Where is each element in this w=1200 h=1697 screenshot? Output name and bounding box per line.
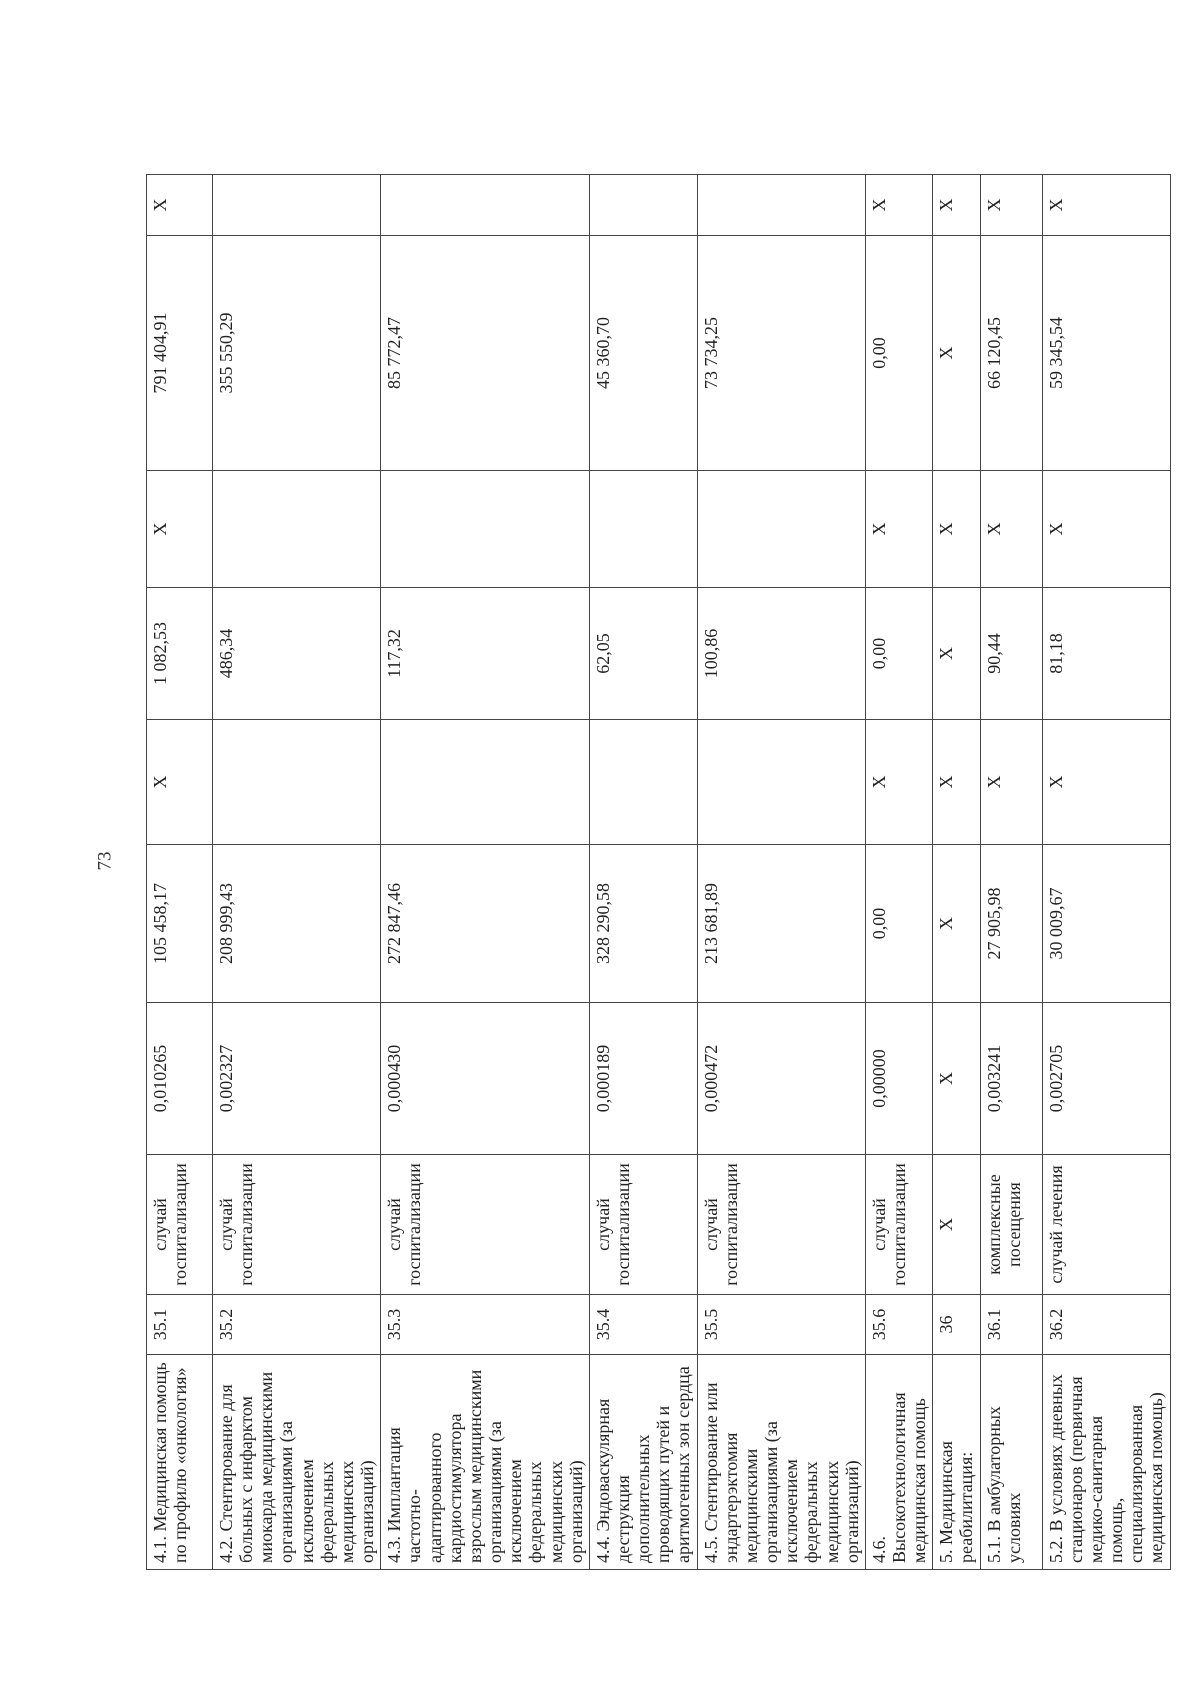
page-number: 73 — [94, 851, 116, 871]
table-row — [697, 175, 865, 1570]
row-name: 5. Медицинская реабилитация: — [933, 1355, 980, 1570]
per-capita-budget — [381, 720, 590, 845]
per-capita-oms: X — [933, 588, 980, 720]
row-number: 35.4 — [589, 1295, 697, 1355]
total-budget — [697, 471, 865, 588]
volume-norm: 0,000472 — [697, 1003, 865, 1155]
unit-of-measure: случай госпитализации — [697, 1155, 865, 1295]
total-oms: 45 360,70 — [589, 236, 697, 471]
row-name: 4.5. Стентирование или эндартерэктомия медицинскими организациями (за исключением федеральных медицинских организаций) — [697, 1355, 865, 1570]
volume-norm: 0,002705 — [1042, 1003, 1170, 1155]
total-oms: X — [933, 236, 980, 471]
table-row — [933, 175, 980, 1570]
per-capita-oms: 100,86 — [697, 588, 865, 720]
per-capita-budget: X — [980, 720, 1042, 845]
row-number: 36.2 — [1042, 1295, 1170, 1355]
total-budget: X — [933, 471, 980, 588]
per-capita-budget — [697, 720, 865, 845]
per-capita-oms: 117,32 — [381, 588, 590, 720]
total-oms: 0,00 — [865, 236, 932, 471]
row-name: 4.3. Имплантация частотно-адаптированного кардиостимулятора взрослым медицинскими организациями (за исключением федеральных медицинских организаций) — [381, 1355, 590, 1570]
unit-of-measure: случай госпитализации — [381, 1155, 590, 1295]
volume-norm: 0,000430 — [381, 1003, 590, 1155]
share-percent: X — [147, 175, 213, 236]
table-row — [865, 175, 932, 1570]
volume-norm: 0,00000 — [865, 1003, 932, 1155]
total-oms: 355 550,29 — [213, 236, 381, 471]
unit-cost: 213 681,89 — [697, 845, 865, 1003]
unit-cost: 0,00 — [865, 845, 932, 1003]
row-number: 36 — [933, 1295, 980, 1355]
unit-of-measure: случай госпитализации — [147, 1155, 213, 1295]
unit-cost: 272 847,46 — [381, 845, 590, 1003]
per-capita-budget: X — [933, 720, 980, 845]
row-number: 35.3 — [381, 1295, 590, 1355]
per-capita-budget — [589, 720, 697, 845]
unit-of-measure: случай госпитализации — [865, 1155, 932, 1295]
share-percent: X — [933, 175, 980, 236]
unit-cost: 105 458,17 — [147, 845, 213, 1003]
unit-cost: 208 999,43 — [213, 845, 381, 1003]
unit-cost: 27 905,98 — [980, 845, 1042, 1003]
volume-norm: 0,010265 — [147, 1003, 213, 1155]
share-percent — [589, 175, 697, 236]
total-oms: 73 734,25 — [697, 236, 865, 471]
row-number: 35.2 — [213, 1295, 381, 1355]
table-row — [147, 175, 213, 1570]
row-name: 4.1. Медицинская помощь по профилю «онкология» — [147, 1355, 213, 1570]
table-row — [213, 175, 381, 1570]
volume-norm: 0,003241 — [980, 1003, 1042, 1155]
share-percent — [381, 175, 590, 236]
per-capita-oms: 0,00 — [865, 588, 932, 720]
row-name: 4.6. Высокотехнологичная медицинская помощь — [865, 1355, 932, 1570]
unit-of-measure: случай лечения — [1042, 1155, 1170, 1295]
per-capita-oms: 90,44 — [980, 588, 1042, 720]
share-percent: X — [865, 175, 932, 236]
per-capita-budget — [213, 720, 381, 845]
row-number: 35.1 — [147, 1295, 213, 1355]
volume-norm: 0,000189 — [589, 1003, 697, 1155]
unit-of-measure: случай госпитализации — [213, 1155, 381, 1295]
share-percent: X — [1042, 175, 1170, 236]
unit-of-measure: случай госпитализации — [589, 1155, 697, 1295]
total-oms: 85 772,47 — [381, 236, 590, 471]
row-name: 4.2. Стентирование для больных с инфарктом миокарда медицинскими организациями (за исключением федеральных медицинских организаций) — [213, 1355, 381, 1570]
total-budget — [589, 471, 697, 588]
total-budget: X — [865, 471, 932, 588]
unit-cost: 30 009,67 — [1042, 845, 1170, 1003]
total-oms: 791 404,91 — [147, 236, 213, 471]
table-row — [589, 175, 697, 1570]
unit-of-measure: X — [933, 1155, 980, 1295]
volume-norm: 0,002327 — [213, 1003, 381, 1155]
unit-cost: X — [933, 845, 980, 1003]
row-name: 5.2. В условиях дневных стационаров (первичная медико-санитарная помощь, специализированная медицинская помощь) — [1042, 1355, 1170, 1570]
total-oms: 59 345,54 — [1042, 236, 1170, 471]
row-name: 4.4. Эндоваскулярная деструкция дополнительных проводящих путей и аритмогенных зон сердца — [589, 1355, 697, 1570]
per-capita-oms: 486,34 — [213, 588, 381, 720]
share-percent: X — [980, 175, 1042, 236]
row-number: 35.6 — [865, 1295, 932, 1355]
share-percent — [697, 175, 865, 236]
total-budget — [213, 471, 381, 588]
row-number: 36.1 — [980, 1295, 1042, 1355]
table-body — [147, 175, 1171, 1570]
table-row — [381, 175, 590, 1570]
per-capita-oms: 81,18 — [1042, 588, 1170, 720]
row-number: 35.5 — [697, 1295, 865, 1355]
unit-of-measure: комплексные посещения — [980, 1155, 1042, 1295]
total-budget: X — [980, 471, 1042, 588]
share-percent — [213, 175, 381, 236]
total-budget — [381, 471, 590, 588]
per-capita-budget: X — [865, 720, 932, 845]
table-row — [1042, 175, 1170, 1570]
per-capita-oms: 1 082,53 — [147, 588, 213, 720]
unit-cost: 328 290,58 — [589, 845, 697, 1003]
total-budget: X — [147, 471, 213, 588]
total-budget: X — [1042, 471, 1170, 588]
volume-norm: X — [933, 1003, 980, 1155]
rotated-table-wrapper — [146, 175, 1167, 1570]
row-name: 5.1. В амбулаторных условиях — [980, 1355, 1042, 1570]
total-oms: 66 120,45 — [980, 236, 1042, 471]
per-capita-budget: X — [147, 720, 213, 845]
cost-table — [146, 174, 1171, 1570]
table-row — [980, 175, 1042, 1570]
per-capita-oms: 62,05 — [589, 588, 697, 720]
per-capita-budget: X — [1042, 720, 1170, 845]
